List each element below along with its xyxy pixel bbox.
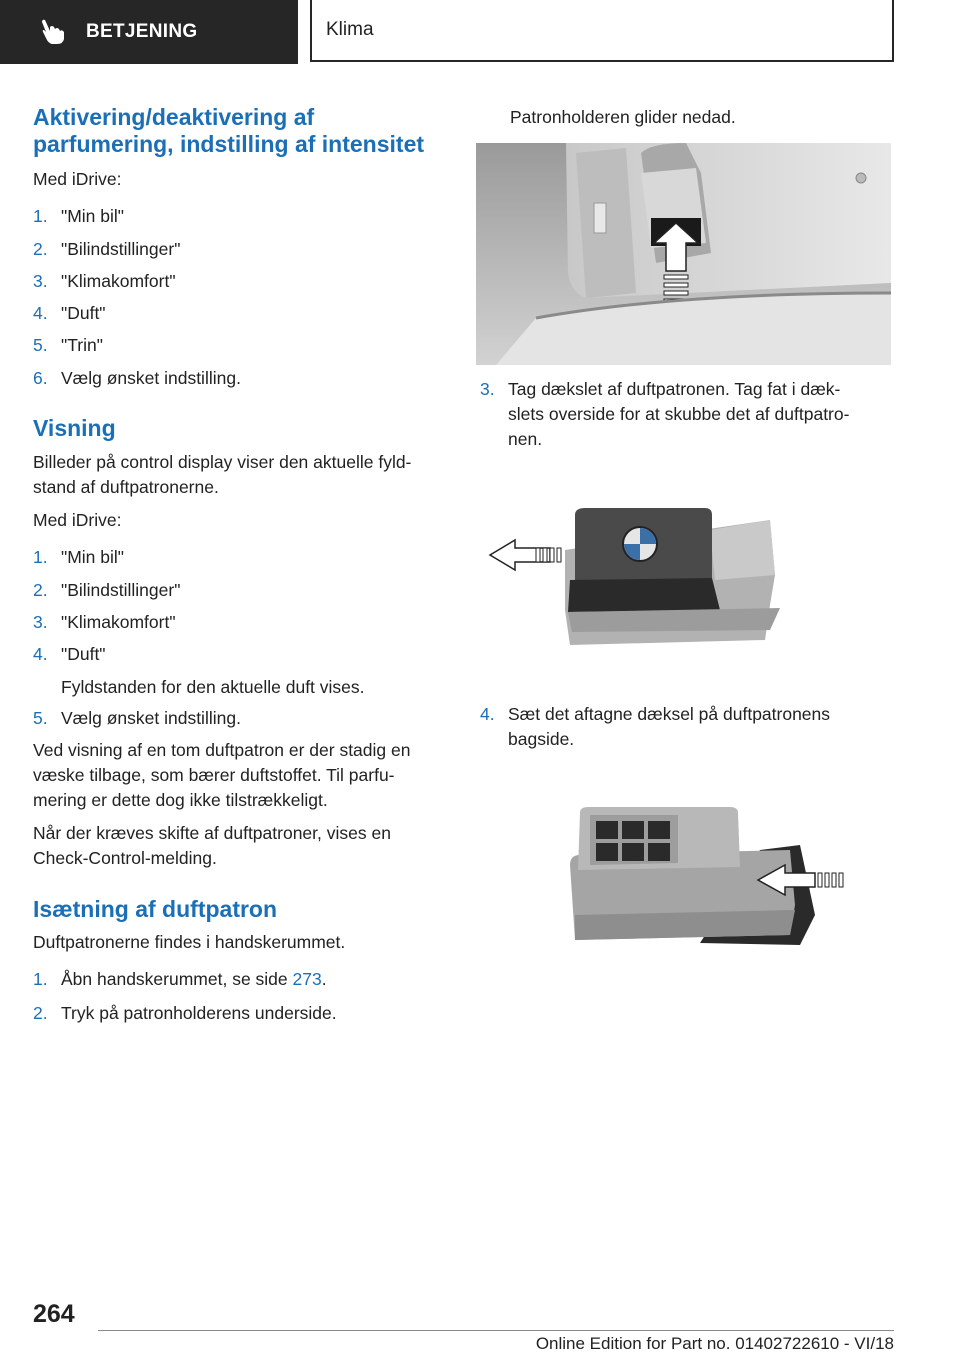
list-text: "Min bil" [61,206,124,226]
text-line: stand af duftpatronerne. [33,477,219,497]
text-line: nen. [508,429,543,449]
list-number: 4. [33,303,48,323]
footer-divider [98,1330,894,1331]
heading-visning: Visning [33,415,116,441]
list-text [61,967,327,992]
heading-line: parfumering, indstilling af intensitet [33,131,425,157]
text-line: Sæt det aftagne dæksel på duftpatronens [508,704,831,724]
paragraph: Patronholderen glider nedad. [510,107,736,127]
list-text: "Bilindstillinger" [61,239,181,259]
text: Åbn handskerummet, se side [61,969,293,989]
cartridge-cover-removal-illustration [480,500,800,650]
text-line: Tag dækslet af duftpatronen. Tag fat i dæk- [508,379,841,399]
list-text: "Klimakomfort" [61,271,176,291]
list-number: 2. [33,239,48,259]
list-text [508,702,830,752]
list-number: 3. [33,612,48,632]
list-number: 2. [33,1003,48,1023]
paragraph [33,450,411,500]
paragraph [33,821,391,871]
text-line: Check-Control-melding. [33,848,217,868]
list-number: 2. [33,580,48,600]
list-number: 1. [33,206,48,226]
list-text: Vælg ønsket indstilling. [61,708,241,728]
list-text: "Bilindstillinger" [61,580,181,600]
paragraph: Duftpatronerne findes i handskerummet. [33,932,346,952]
list-number: 4. [480,704,495,724]
list-text: Tryk på patronholderens underside. [61,1003,337,1023]
heading-line: Aktivering/deaktivering af [33,104,315,130]
list-text: Vælg ønsket indstilling. [61,368,241,388]
paragraph [33,738,410,813]
section-tab[interactable] [0,0,298,64]
heading-isaetning: Isætning af duftpatron [33,896,278,922]
page-number: 264 [33,1300,75,1328]
edition-text: Online Edition for Part no. 01402722610 - VI/18 [535,1334,894,1353]
list-text: "Min bil" [61,547,124,567]
text-line: mering er dette dog ikke tilstrækkeligt. [33,790,328,810]
list-number: 1. [33,969,48,989]
list-text: "Duft" [61,644,106,664]
text-line: Når der kræves skifte af duftpatroner, vises en [33,823,391,843]
text-line: Ved visning af en tom duftpatron er der stadig en [33,740,411,760]
list-text: "Duft" [61,303,106,323]
text-line: slets overside for at skubbe det af duftpatro- [508,404,850,424]
section-title: BETJENING [86,21,198,42]
list-number: 5. [33,335,48,355]
intro-text: Med iDrive: [33,510,122,530]
cartridge-cover-attach-illustration [560,805,870,950]
chapter-title: Klima [326,19,374,40]
text: . [321,969,327,989]
list-number: 4. [33,644,48,664]
text-line: Billeder på control display viser den aktuelle fyld- [33,452,412,472]
text-line: bagside. [508,729,575,749]
list-number: 1. [33,547,48,567]
list-number: 6. [33,368,48,388]
list-number: 5. [33,708,48,728]
list-number: 3. [33,271,48,291]
intro-text: Med iDrive: [33,169,122,189]
hand-pointer-icon [38,17,68,47]
page-link[interactable]: 273 [292,969,322,989]
list-text [508,377,849,452]
list-number: 3. [480,379,495,399]
chapter-header [310,0,894,62]
list-text: Fyldstanden for den aktuelle duft vises. [61,677,365,697]
text-line: væske tilbage, som bærer duftstoffet. Til parfu- [33,765,395,785]
glovebox-cartridge-holder-illustration [476,143,891,365]
list-text: "Trin" [61,335,103,355]
heading-aktivering [33,104,424,158]
list-text: "Klimakomfort" [61,612,176,632]
